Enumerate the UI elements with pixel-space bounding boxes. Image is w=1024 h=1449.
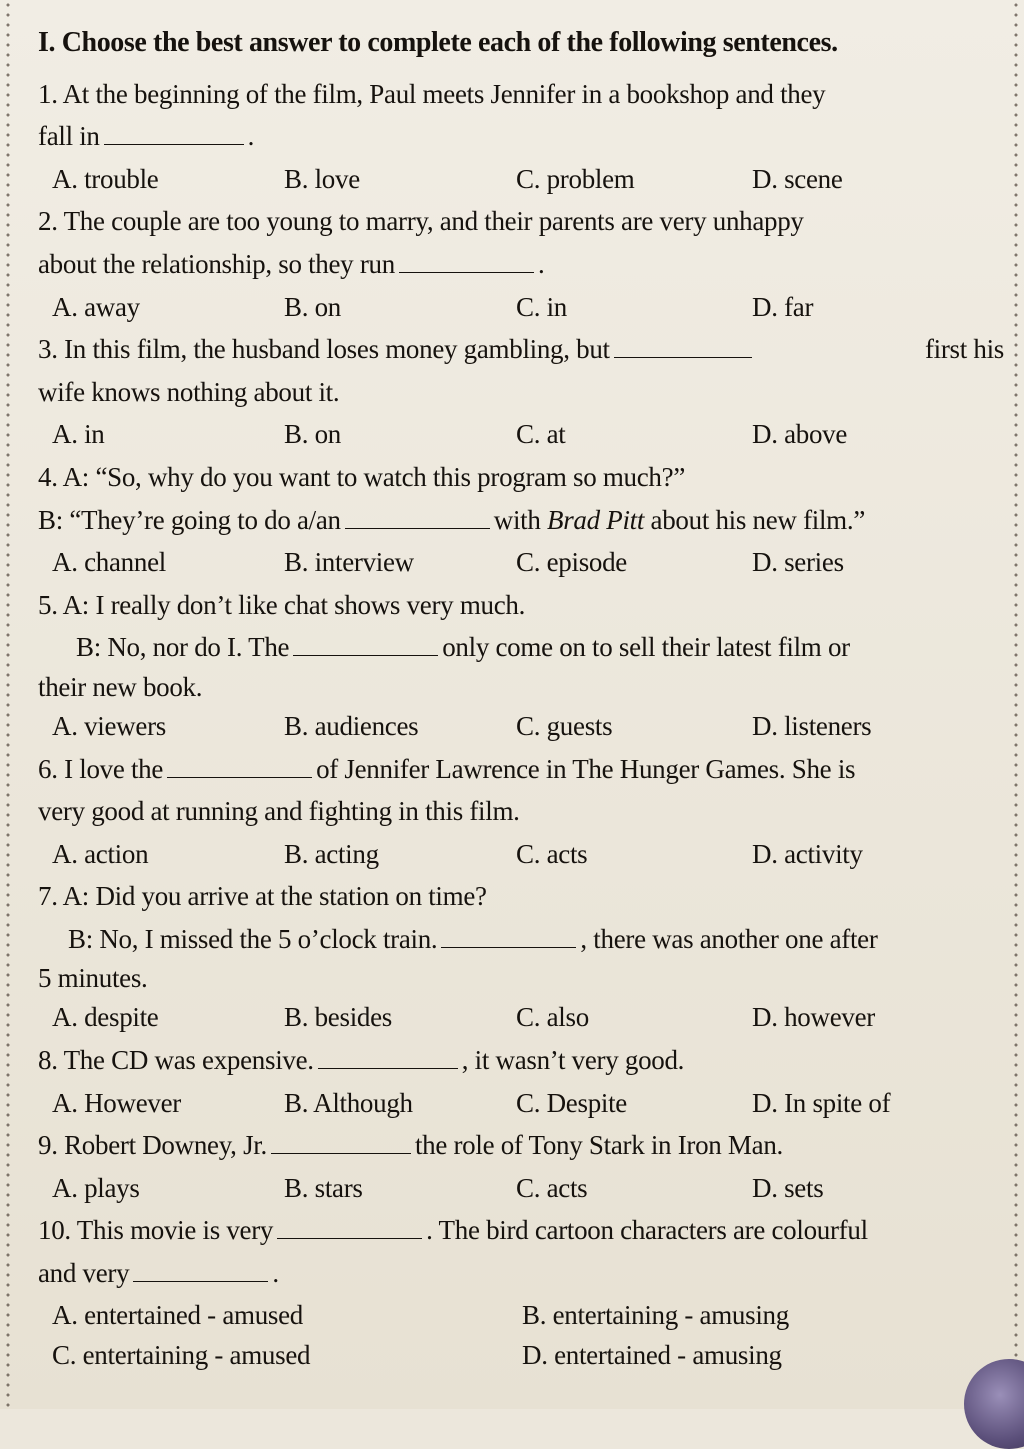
option-c: C. at [516,419,566,450]
option-b: B. acting [284,838,379,869]
exercise-heading: I. Choose the best answer to complete each of the following sentences. [38,27,838,58]
option-d: D. however [752,1002,875,1033]
answer-blank [293,633,438,656]
answer-blank [399,250,534,273]
question-3-text-3: wife knows nothing about it. [38,376,340,407]
option-a: A. in [52,419,105,450]
question-1 [38,73,1004,201]
question-10 [38,1209,1004,1374]
option-a: A. entertained - amused [52,1299,303,1330]
option-d: D. far [752,291,814,322]
question-7-text-2: B: No, I missed the 5 o’clock train. [68,923,438,954]
question-5 [38,584,1004,748]
question-10-text-4: . [272,1258,279,1289]
question-4-options [38,541,1004,584]
question-10-line1 [38,1209,1004,1252]
option-c: C. guests [516,710,613,741]
question-5-text-4: their new book. [38,671,203,702]
question-10-text-3: and very [38,1258,130,1289]
question-6-text-2: of Jennifer Lawrence in The Hunger Games. She is [316,753,856,784]
question-7-options [38,996,1004,1039]
question-7-text-3: , there was another one after [580,923,878,954]
question-9-line1 [38,1124,1004,1167]
option-d: D. above [752,419,848,450]
option-b: B. on [284,419,342,450]
option-b: B. interview [284,547,414,578]
question-1-options [38,158,1004,201]
question-9-options [38,1167,1004,1210]
option-c: C. episode [516,547,627,578]
option-b: B. love [284,163,360,194]
question-2-options [38,286,1004,329]
option-d: D. In spite of [752,1087,891,1118]
question-4-text-2: B: “They’re going to do a/an [38,504,341,535]
question-7-text: 7. A: Did you arrive at the station on time? [38,881,487,912]
option-b: B. audiences [284,710,419,741]
spiral-binding-right [1012,0,1020,1409]
option-c: C. also [516,1002,589,1033]
option-b: B. besides [284,1002,392,1033]
answer-blank [133,1259,268,1282]
question-6-text: 6. I love the [38,753,164,784]
answer-blank [271,1131,411,1154]
question-8-line1 [38,1039,1004,1082]
question-1-text: 1. At the beginning of the film, Paul meets Jennifer in a bookshop and they [38,78,826,109]
option-a: A. action [52,838,149,869]
option-c: C. problem [516,163,635,194]
question-10-options-row2 [38,1335,1004,1375]
answer-blank [167,755,312,778]
question-10-text: 10. This movie is very [38,1215,274,1246]
question-4-actor-name: Brad Pitt [547,504,645,535]
option-d: D. entertained - amusing [522,1339,782,1370]
question-5-text: 5. A: I really don’t like chat shows very much. [38,589,526,620]
question-3 [38,328,1004,456]
exercise-content [38,22,1004,1375]
question-6 [38,748,1004,876]
option-b: B. on [284,291,342,322]
question-6-line1 [38,748,1004,791]
option-c: C. Despite [516,1087,627,1118]
question-4-text: 4. A: “So, why do you want to watch this program so much?” [38,461,686,492]
question-4-text-3: with [493,504,548,535]
question-10-text-2: . The bird cartoon characters are colourful [426,1215,868,1246]
question-6-options [38,833,1004,876]
option-b: B. entertaining - amusing [522,1299,789,1330]
answer-blank [614,335,752,358]
question-4-line2 [38,499,1004,542]
question-2-text: 2. The couple are too young to marry, and their parents are very unhappy [38,206,804,237]
option-d: D. scene [752,163,843,194]
option-b: B. Although [284,1087,413,1118]
option-c: C. entertaining - amused [52,1339,311,1370]
option-c: C. acts [516,1172,588,1203]
option-d: D. series [752,547,844,578]
question-3-line1 [38,328,1004,371]
option-a: A. trouble [52,163,159,194]
option-d: D. sets [752,1172,824,1203]
answer-blank [318,1046,458,1069]
spiral-binding-left [4,0,12,1409]
question-8-text: 8. The CD was expensive. [38,1045,314,1076]
question-1-line2 [38,115,1004,158]
question-9-text: 9. Robert Downey, Jr. [38,1130,267,1161]
question-2 [38,200,1004,328]
question-9-text-2: the role of Tony Stark in Iron Man. [414,1130,783,1161]
option-a: A. plays [52,1172,140,1203]
option-d: D. activity [752,838,863,869]
question-10-line2 [38,1252,1004,1295]
question-10-options-row1 [38,1295,1004,1335]
question-8 [38,1039,1004,1124]
option-a: A. However [52,1087,181,1118]
question-9 [38,1124,1004,1209]
option-a: A. viewers [52,710,166,741]
option-d: D. listeners [752,710,872,741]
question-6-text-3: very good at running and fighting in this film. [38,796,520,827]
option-b: B. stars [284,1172,363,1203]
option-a: A. away [52,291,140,322]
option-c: C. acts [516,838,588,869]
question-7-line2 [38,918,1004,961]
question-7-text-4: 5 minutes. [38,963,148,994]
answer-blank [104,122,244,145]
question-4 [38,456,1004,584]
option-c: C. in [516,291,568,322]
question-2-text-3: . [537,248,545,279]
question-1-text-2: fall in [38,121,100,152]
question-3-text: 3. In this film, the husband loses money gambling, but [38,334,610,365]
answer-blank [441,925,576,948]
question-5-line2 [38,626,1004,669]
question-8-text-2: , it wasn’t very good. [461,1045,685,1076]
question-4-text-4: about his new film.” [644,504,866,535]
question-1-text-3: . [247,121,255,152]
option-a: A. channel [52,547,166,578]
question-5-text-3: only come on to sell their latest film or [442,632,850,663]
question-3-text-2: first his [924,334,1004,365]
question-2-line2 [38,243,1004,286]
option-a: A. despite [52,1002,159,1033]
question-7 [38,875,1004,1039]
question-3-options [38,413,1004,456]
answer-blank [345,506,490,529]
question-5-text-2: B: No, nor do I. The [76,632,290,663]
question-5-options [38,705,1004,748]
question-2-text-2: about the relationship, so they run [38,248,395,279]
answer-blank [277,1216,422,1239]
question-8-options [38,1082,1004,1125]
